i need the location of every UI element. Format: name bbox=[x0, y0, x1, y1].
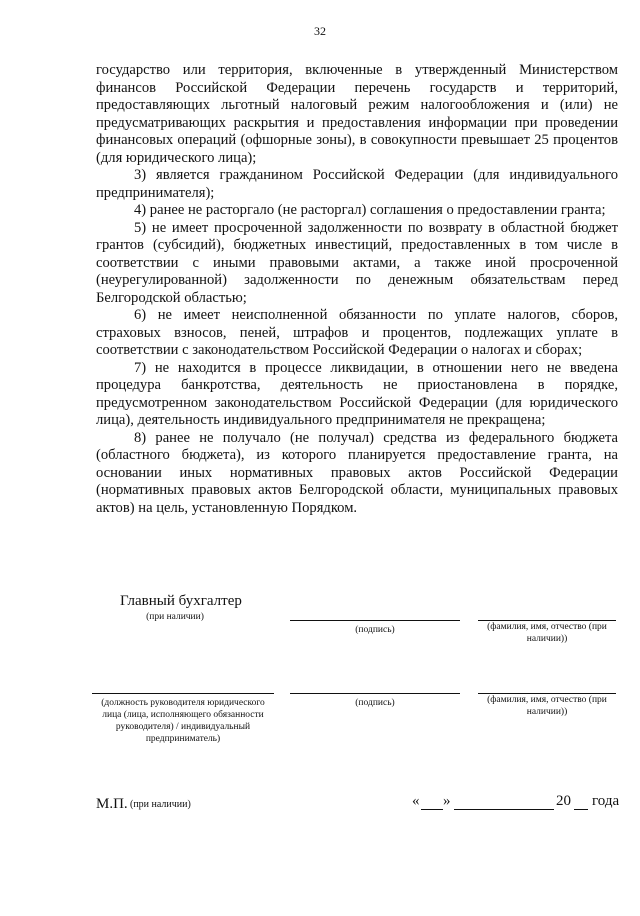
signature-line[interactable] bbox=[290, 620, 460, 621]
paragraph: 8) ранее не получало (не получал) средства из федерального бюджета (областного бюджета), из которого планируется предоставление гранта, на основании иных нормативных правовых актов Российской Федерации (нормативных правовых актов Белгородской области, муниципальных правовых актов) на цель, установленную Порядком. bbox=[96, 429, 618, 516]
date-year-word: года bbox=[592, 793, 620, 809]
page-number: 32 bbox=[314, 24, 326, 38]
chief-accountant-label: Главный бухгалтер bbox=[120, 593, 242, 609]
paragraph: государство или территория, включенные в утвержденный Министерством финансов Российской Федерации перечень государств и территорий, предоставляющих льготный налоговый режим налогообложения и (или) не предусматривающих раскрытия и предоставления информации при проведении финансовых операций (офшорные зоны), в совокупности превышает 25 процентов (для юридического лица); bbox=[96, 62, 618, 166]
signature-line[interactable] bbox=[290, 693, 460, 694]
paragraph: 3) является гражданином Российской Федерации (для индивидуального предпринимателя); bbox=[96, 167, 618, 201]
fio-caption: (фамилия, имя, отчество (при наличии)) bbox=[487, 622, 607, 644]
paragraph: 4) ранее не расторгало (не расторгал) соглашения о предоставлении гранта; bbox=[134, 202, 606, 218]
fio-caption: (фамилия, имя, отчество (при наличии)) bbox=[487, 695, 607, 717]
signature-caption: (подпись) bbox=[355, 698, 395, 708]
seal-note: (при наличии) bbox=[130, 799, 191, 810]
position-line[interactable] bbox=[92, 693, 274, 694]
position-caption: (должность руководителя юридического лица (лица, исполняющего обязанности руководителя) / индивидуальный предприниматель) bbox=[101, 698, 265, 744]
paragraph: 7) не находится в процессе ликвидации, в отношении него не введена процедура банкротства, деятельность не приостановлена в порядке, предусмотренном законодательством Российской Федерации (для юридического лица), деятельность индивидуального предпринимателя не прекращена; bbox=[96, 359, 618, 428]
date-close-quote: » bbox=[443, 793, 451, 809]
paragraph: 6) не имеет неисполненной обязанности по уплате налогов, сборов, страховых взносов, пеней, штрафов и процентов, подлежащих уплате в соответствии с законодательством Российской Федерации о налогах и сборах; bbox=[96, 307, 618, 358]
signature-caption: (подпись) bbox=[355, 625, 395, 635]
date-day-line[interactable] bbox=[421, 809, 443, 810]
date-open-quote: « bbox=[412, 793, 420, 809]
seal-label: М.П. bbox=[96, 796, 128, 812]
date-month-line[interactable] bbox=[454, 809, 554, 810]
chief-accountant-note: (при наличии) bbox=[146, 612, 204, 622]
date-century: 20 bbox=[556, 793, 571, 809]
date-year-line[interactable] bbox=[574, 809, 588, 810]
paragraph: 5) не имеет просроченной задолженности по возврату в областной бюджет грантов (субсидий), бюджетных инвестиций, предоставленных в том числе в соответствии с иными правовыми актами, а также иной просроченной (неурегулированной) задолженности по денежным обязательствам перед Белгородской областью; bbox=[96, 219, 618, 306]
